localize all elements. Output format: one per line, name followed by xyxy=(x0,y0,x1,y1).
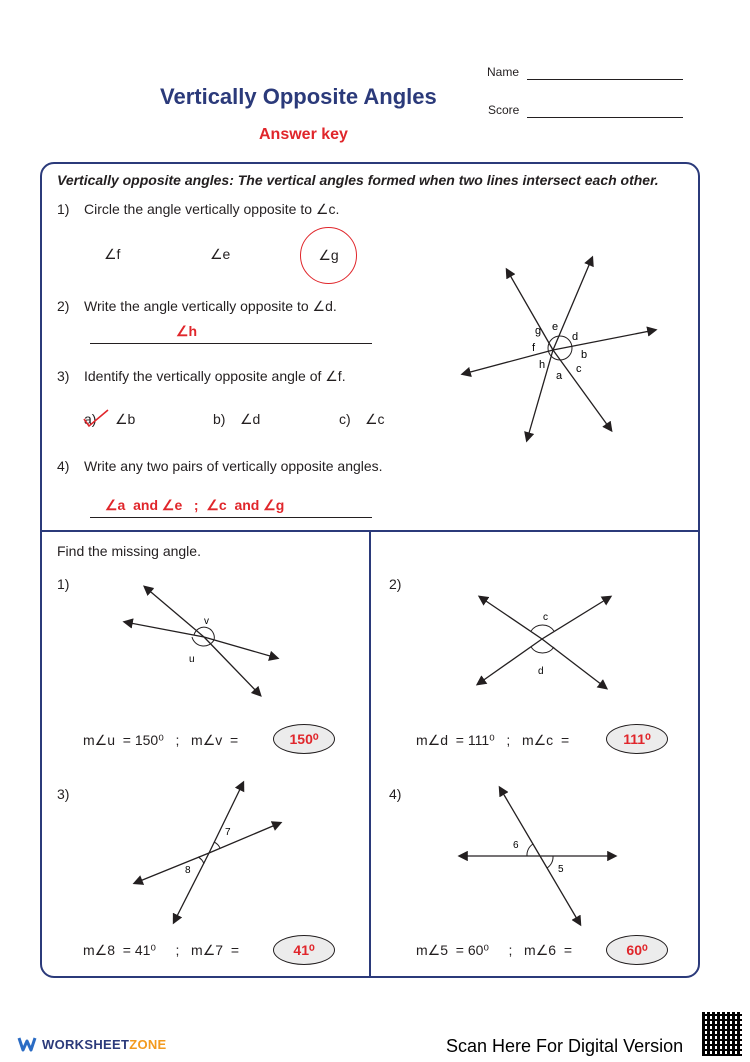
problem1-given: m∠u = 150⁰ ; m∠v = xyxy=(83,732,239,748)
angle-label-h: h xyxy=(539,359,546,371)
q1-option-f[interactable]: ∠f xyxy=(104,246,121,262)
q3-text: Identify the vertically opposite angle of ∠f. xyxy=(84,368,346,384)
problem4-answer: 60⁰ xyxy=(626,941,648,958)
score-label: Score xyxy=(488,103,520,117)
problem3-diagram xyxy=(130,780,290,925)
angle-label-a: a xyxy=(556,370,563,382)
scan-caption: Scan Here For Digital Version xyxy=(446,1036,684,1056)
q2-number: 2) xyxy=(57,298,70,314)
definition-text: Vertically opposite angles: The vertical angles formed when two lines intersect each other. xyxy=(57,172,659,188)
q4-text: Write any two pairs of vertically opposite angles. xyxy=(84,458,383,474)
problem1-number: 1) xyxy=(57,576,70,592)
qr-code-icon[interactable] xyxy=(702,1012,742,1056)
problem1-label-u: u xyxy=(189,654,195,665)
problem2-diagram xyxy=(470,592,620,697)
q3-option-a-letter[interactable]: a) xyxy=(84,411,97,427)
q3-option-a-value: ∠b xyxy=(115,411,136,427)
brand-name xyxy=(42,1037,167,1052)
brand-logo[interactable] xyxy=(18,1036,167,1052)
q1-option-g: ∠g xyxy=(318,247,339,263)
q3-option-b-letter[interactable]: b) xyxy=(213,411,226,427)
problem2-answer: 111⁰ xyxy=(623,730,651,747)
q1-number: 1) xyxy=(57,201,70,217)
q3-option-b-value: ∠d xyxy=(240,411,261,427)
problem4-given: m∠5 = 60⁰ ; m∠6 = xyxy=(416,942,572,958)
score-field-line[interactable] xyxy=(527,117,683,118)
angle-label-g: g xyxy=(535,325,542,337)
problem4-label-6: 6 xyxy=(513,840,519,851)
name-field-line[interactable] xyxy=(527,79,683,80)
problem3-given: m∠8 = 41⁰ ; m∠7 = xyxy=(83,942,239,958)
problem1-answer: 150⁰ xyxy=(289,730,319,747)
brand-name-main: WORKSHEET xyxy=(42,1036,130,1052)
tick-mark-icon xyxy=(82,408,110,430)
brand-name-accent: ZONE xyxy=(129,1036,167,1052)
q2-answer-line[interactable] xyxy=(90,343,372,344)
angle-label-d: d xyxy=(572,331,579,343)
problem3-label-8: 8 xyxy=(185,865,191,876)
problem3-answer: 41⁰ xyxy=(293,941,315,958)
page-title: Vertically Opposite Angles xyxy=(160,84,437,109)
problem4-label-5: 5 xyxy=(558,864,564,875)
q1-text: Circle the angle vertically opposite to ∠c. xyxy=(84,201,340,217)
angle-label-b: b xyxy=(581,349,588,361)
problem4-answer-oval[interactable] xyxy=(606,935,668,965)
column-divider xyxy=(369,531,371,977)
problem2-label-d: d xyxy=(538,666,544,677)
q3-option-c-letter[interactable]: c) xyxy=(339,411,351,427)
problem3-label-7: 7 xyxy=(225,827,231,838)
intersecting-lines-diagram xyxy=(455,250,665,450)
problem2-answer-oval[interactable] xyxy=(606,724,668,754)
name-label: Name xyxy=(487,65,520,79)
problem4-diagram xyxy=(455,780,625,930)
problem2-given: m∠d = 111⁰ ; m∠c = xyxy=(416,732,570,748)
q4-number: 4) xyxy=(57,458,70,474)
part2-instruction: Find the missing angle. xyxy=(57,543,201,559)
problem1-answer-oval[interactable] xyxy=(273,724,335,754)
q1-option-e[interactable]: ∠e xyxy=(210,246,231,262)
page-subtitle: Answer key xyxy=(259,126,348,143)
logo-w-icon xyxy=(18,1036,36,1052)
problem2-label-c: c xyxy=(543,612,548,623)
q3-option-c-value: ∠c xyxy=(365,411,385,427)
angle-label-c: c xyxy=(576,363,582,375)
problem1-label-v: v xyxy=(204,616,209,627)
angle-label-f: f xyxy=(532,342,536,354)
q1-circled-answer[interactable] xyxy=(300,227,357,284)
q2-answer: ∠h xyxy=(176,323,198,339)
q3-number: 3) xyxy=(57,368,70,384)
q4-answer: ∠a and ∠e ; ∠c and ∠g xyxy=(105,497,285,513)
problem2-number: 2) xyxy=(389,576,402,592)
q2-text: Write the angle vertically opposite to ∠d. xyxy=(84,298,337,314)
problem4-number: 4) xyxy=(389,786,402,802)
problem3-number: 3) xyxy=(57,786,70,802)
q4-answer-line[interactable] xyxy=(90,517,372,518)
problem1-diagram xyxy=(120,582,285,702)
problem3-answer-oval[interactable] xyxy=(273,935,335,965)
angle-label-e: e xyxy=(552,321,559,333)
